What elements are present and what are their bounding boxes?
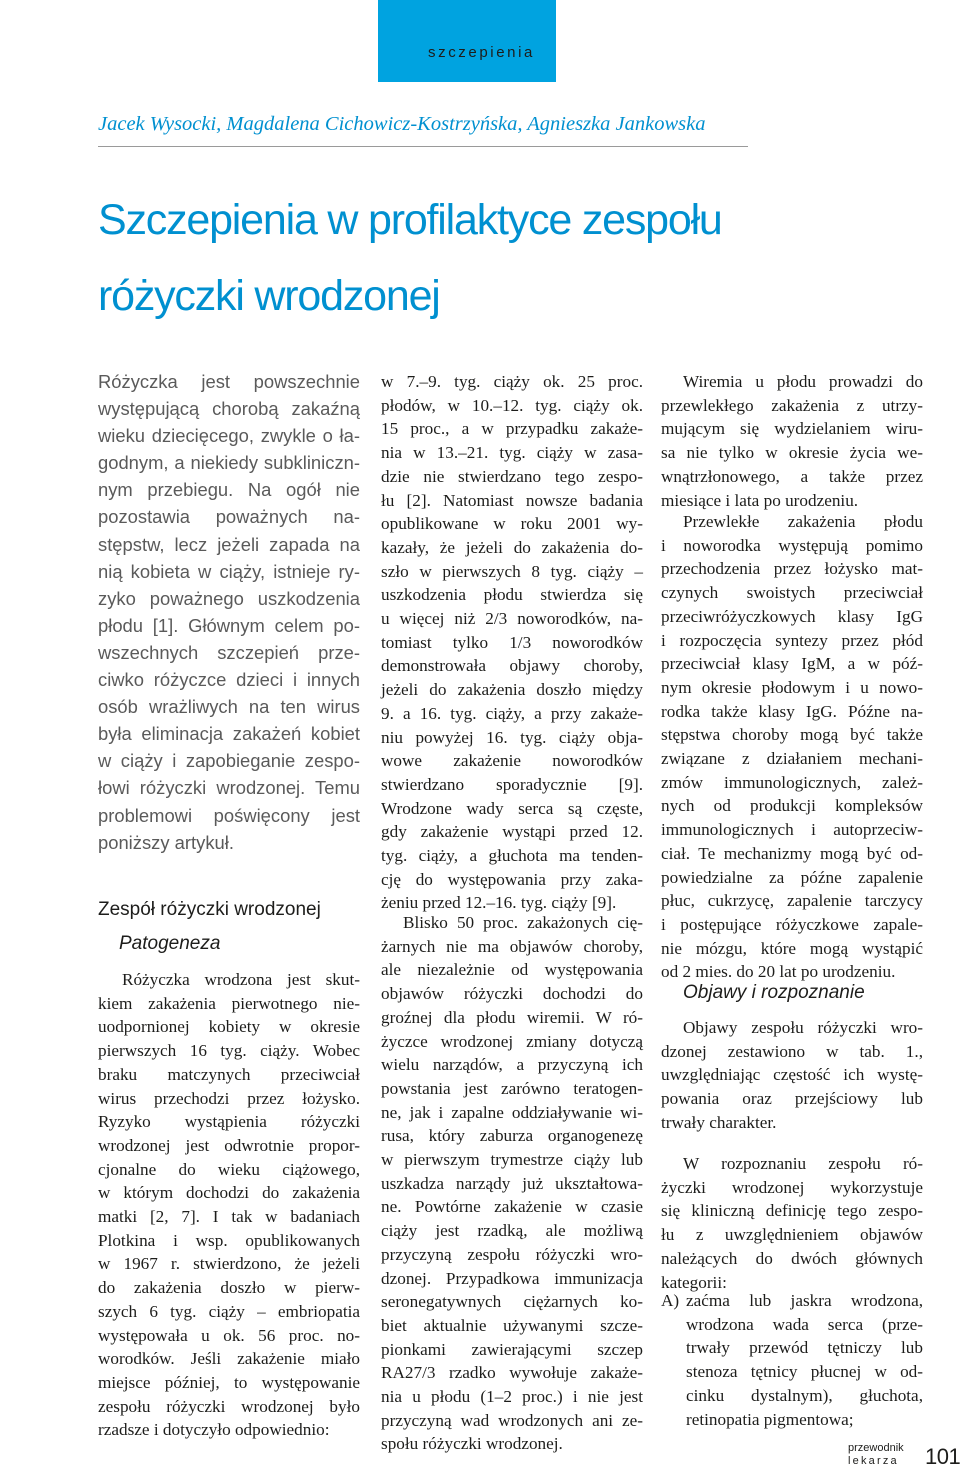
text-line: 9. a 16. tyg. ciąży, a przy zakaże-: [381, 703, 643, 723]
text-line: się kliniczną definicję tego zespo-: [661, 1201, 923, 1221]
text-line: zaćma lub jaskra wrodzona,: [686, 1291, 923, 1310]
text-line: wszechnych szczepień prze-: [98, 641, 360, 663]
text-line: wrodzona wada serca (prze-: [686, 1314, 923, 1334]
list-marker-label: A): [661, 1291, 680, 1310]
text-line: poniższy artykuł.: [98, 831, 234, 853]
text-line: w pierwszym trymestrze ciąży lub: [381, 1150, 643, 1170]
text-line: Wiremia u płodu prowadzi do: [683, 372, 923, 391]
text-line: tyg. ciąży, a głuchota ma tenden-: [381, 846, 643, 866]
column-3-paragraph-4: [661, 1152, 923, 1294]
text-line: nia u płodu (1–2 proc.) i nie jest: [381, 1387, 643, 1407]
text-line: Różyczka wrodzona jest skut-: [122, 970, 360, 989]
magazine-name: [848, 1442, 904, 1468]
text-line: cinku dystalnym), głuchota,: [686, 1385, 923, 1405]
text-line: przeciwróżyczkowych klasy IgG: [661, 606, 923, 626]
text-line: wieku dziecięcego, zwykle o ła-: [98, 425, 360, 447]
text-line: wowe zakażenie noworodków: [381, 751, 643, 771]
text-line: godnym, a niekiedy subkliniczn-: [98, 452, 360, 474]
list-item-a: [686, 1289, 923, 1431]
text-line: społu różyczki wrodzonej.: [381, 1434, 563, 1454]
text-line: rzadsze i dotyczyło odpowiednio:: [98, 1420, 330, 1440]
text-line: zespołu różyczki wrodzonej było: [98, 1396, 360, 1416]
text-line: ciwko różyczce dzieci i innych: [98, 669, 360, 691]
section-label: szczepienia: [428, 44, 535, 61]
text-line: Wrodzone wady serca są częste,: [381, 798, 643, 818]
text-line: ne, jak i zapalne oddziaływanie wi-: [381, 1102, 643, 1122]
text-line: życzce wrodzonej zmiany dotyczą: [381, 1031, 643, 1051]
text-line: miejsce później, to występowanie: [98, 1372, 360, 1392]
text-line: żeniu przed 12.–16. tyg. ciąży [9].: [381, 893, 617, 913]
text-line: mującym się wydzielaniem wiru-: [661, 419, 923, 439]
text-line: nie mózgu, które mogą wystąpić: [661, 938, 923, 958]
text-line: i noworodka występują pomimo: [661, 535, 923, 555]
magazine-name-line-1: przewodnik: [848, 1442, 904, 1454]
header-divider: [98, 146, 748, 147]
text-line: trwały charakter.: [661, 1112, 777, 1132]
text-line: osób wrażliwych na ten wirus: [98, 696, 360, 718]
text-line: uszkadza narządy już ukształtowa-: [381, 1173, 643, 1193]
text-line: przyczyną wad wrodzonych ani ze-: [381, 1410, 643, 1430]
text-line: uszkodzenia płodu stwierdza się: [381, 585, 643, 605]
text-line: opublikowane w roku 2001 wy-: [381, 514, 643, 534]
text-line: ale niezależnie od występowania: [381, 960, 643, 980]
text-line: w 1967 r. stwierdzono, że jeżeli: [98, 1254, 360, 1274]
text-line: zmów immunologicznych, zależ-: [661, 772, 923, 792]
text-line: czynych swoistych przeciwciał: [661, 583, 923, 603]
text-line: u więcej niż 2/3 noworodków, na-: [381, 609, 643, 629]
text-line: szło w pierwszych 8 tyg. ciąży –: [381, 561, 643, 581]
text-line: stępstwa choroby mogą być także: [661, 725, 923, 745]
text-line: przeciwciał klasy IgM, a w póź-: [661, 654, 923, 674]
text-line: nym przebiegu. Na ogół nie: [98, 479, 360, 501]
text-line: od 2 mies. do 20 lat po urodzeniu.: [661, 962, 896, 982]
text-line: Przewlekłe zakażenia płodu: [683, 512, 923, 531]
text-line: 15 proc., a w przypadku zakaże-: [381, 419, 643, 439]
text-line: wirus przechodzi przez łożysko.: [98, 1088, 360, 1108]
text-line: Blisko 50 proc. zakażonych cię-: [403, 913, 643, 932]
text-line: ciąży jest rzadką, ale możliwą: [381, 1221, 643, 1241]
article-lead: [98, 368, 360, 856]
text-line: dzie nie stwierdzano tego zespo-: [381, 466, 643, 486]
text-line: zyko poważnego uszkodzenia: [98, 587, 360, 609]
subheading-pathogenesis: Patogeneza: [119, 933, 221, 954]
text-line: immunologicznych i autoprzeciw-: [661, 820, 923, 840]
text-line: tomiast tylko 1/3 noworodków: [381, 632, 643, 652]
text-line: w 7.–9. tyg. ciąży ok. 25 proc.: [381, 372, 643, 391]
text-line: kategorii:: [661, 1272, 727, 1292]
text-line: ne. Powtórne zakażenie w czasie: [381, 1197, 643, 1217]
text-line: pierwszych 16 tyg. ciąży. Wobec: [98, 1041, 360, 1061]
text-line: do zakażenia doszło w pierw-: [98, 1278, 360, 1298]
text-line: nym okresie płodowym i u nowo-: [661, 677, 923, 697]
text-line: wrodzonej jest odwrotnie propor-: [98, 1135, 360, 1155]
text-line: uwzględniając częstość ich wystę-: [661, 1065, 923, 1085]
text-line: Objawy zespołu różyczki wro-: [683, 1018, 923, 1037]
subheading-symptoms: Objawy i rozpoznanie: [683, 982, 865, 1003]
text-line: pionkami zawierającymi szczep: [381, 1339, 643, 1359]
text-line: dzonej. Przypadkowa immunizacja: [381, 1268, 643, 1288]
text-line: Różyczka jest powszechnie: [98, 371, 360, 392]
text-line: groźnej dla płodu wiremii. W ró-: [381, 1007, 643, 1027]
text-line: przewlekłego zakażenia z utrzy-: [661, 395, 923, 415]
text-line: w którym dochodzi do zakażenia: [98, 1183, 360, 1203]
text-line: przyczyną zespołu różyczki wro-: [381, 1244, 643, 1264]
text-line: nią kobieta w ciąży, istnieje ry-: [98, 560, 360, 582]
column-3-paragraph-3: [661, 1016, 923, 1135]
text-line: powania oraz przejściowy lub: [661, 1089, 923, 1109]
text-line: kiem zakażenia pierwotnego nie-: [98, 993, 360, 1013]
text-line: trwały przewód tętniczy lub: [686, 1338, 923, 1358]
text-line: płodu [1]. Głównym celem po-: [98, 614, 360, 636]
column-2-paragraph-1: [381, 370, 643, 915]
text-line: powiedzialne za późne zapalenie: [661, 867, 923, 887]
text-line: seronegatywnych ciężarnych ko-: [381, 1292, 643, 1312]
text-line: występującą chorobą zakaźną: [98, 398, 360, 420]
text-line: objawów różyczki dochodzi do: [381, 984, 643, 1004]
text-line: sa nie tylko w okresie życia we-: [661, 443, 923, 463]
text-line: żarnych nie ma objawów choroby,: [381, 936, 643, 956]
text-line: problemowi poświęcony jest: [98, 804, 360, 826]
text-line: płodów, w 10.–12. tyg. ciąży ok.: [381, 395, 643, 415]
text-line: należących do dwóch głównych: [661, 1248, 923, 1268]
text-line: łowi różyczki wrodzonej. Temu: [98, 777, 360, 799]
text-line: nych od produkcji kompleksów: [661, 796, 923, 816]
text-line: i postępujące różyczkowe zapale-: [661, 914, 923, 934]
text-line: niu powyżej 16. tyg. ciąży obja-: [381, 727, 643, 747]
text-line: rodka także klasy IgG. Późne na-: [661, 701, 923, 721]
text-line: wielu narządów, a przyczyną ich: [381, 1055, 643, 1075]
text-line: rusa, który zaburza organogenezę: [381, 1126, 643, 1146]
text-line: RA27/3 rzadko wywołuje zakaże-: [381, 1363, 643, 1383]
article-title: [98, 182, 722, 334]
text-line: powstania jest zarówno teratogen-: [381, 1078, 643, 1098]
text-line: miesiące i lata po urodzeniu.: [661, 490, 859, 510]
article-authors: Jacek Wysocki, Magdalena Cichowicz-Kostrzyńska, Agnieszka Jankowska: [98, 113, 706, 135]
text-line: łu z uwzględnieniem objawów: [661, 1225, 923, 1245]
text-line: W rozpoznaniu zespołu ró-: [683, 1154, 923, 1173]
text-line: łu [2]. Natomiast nowsze badania: [381, 490, 643, 510]
text-line: stępstw, lecz jeżeli zapada na: [98, 533, 360, 555]
text-line: braku matczynych przeciwciał: [98, 1064, 360, 1084]
title-line: Szczepienia w profilaktyce zespołu: [98, 196, 722, 244]
text-line: przechodzenia przez łożysko mat-: [661, 559, 923, 579]
text-line: w ciąży i zapobieganie zespo-: [98, 750, 360, 772]
text-line: biet aktualnie używanymi szcze-: [381, 1315, 643, 1335]
text-line: demonstrowała objawy choroby,: [381, 656, 643, 676]
text-line: cjonalne do wieku ciążowego,: [98, 1159, 360, 1179]
page-number: 101: [925, 1444, 960, 1469]
column-3-paragraph-1: [661, 370, 923, 512]
text-line: wnątrzłonowego, a także przez: [661, 466, 923, 486]
text-line: retinopatia pigmentowa;: [686, 1409, 854, 1429]
section-tab: [378, 0, 556, 82]
text-line: gdy zakażenie wystąpi przed 12.: [381, 822, 643, 842]
magazine-name-line-2: lekarza: [848, 1455, 899, 1467]
text-line: płuc, cukrzycę, zapalenie tarczycy: [661, 891, 923, 911]
text-line: worodków. Jeśli zakażenie miało: [98, 1349, 360, 1369]
text-line: cję do występowania przy zaka-: [381, 869, 643, 889]
text-line: dzonej zestawiono w tab. 1.,: [661, 1041, 923, 1061]
text-line: była eliminacja zakażeń kobiet: [98, 723, 360, 745]
column-3-paragraph-2: [661, 510, 923, 984]
text-line: Ryzyko wystąpienia różyczki: [98, 1112, 360, 1132]
text-line: stwierdzano sporadycznie [9].: [381, 774, 643, 794]
title-line: różyczki wrodzonej: [98, 272, 440, 320]
text-line: związane z działaniem mechani-: [661, 749, 923, 769]
text-line: uodpornionej kobiety w okresie: [98, 1017, 360, 1037]
text-line: i rozpoczęcia syntezy przez płód: [661, 630, 923, 650]
text-line: jeżeli do zakażenia doszło między: [381, 680, 643, 700]
text-line: życzki wrodzonej wykorzystuje: [661, 1177, 923, 1197]
text-line: szych 6 tyg. ciąży – embriopatia: [98, 1301, 360, 1321]
text-line: pozostawia poważnych na-: [98, 506, 360, 528]
text-line: ciał. Te mechanizmy mogą być od-: [661, 843, 923, 863]
text-line: stenoza tętnicy płucnej w od-: [686, 1362, 923, 1382]
column-2-paragraph-2: [381, 911, 643, 1456]
column-1-paragraph: [98, 968, 360, 1442]
section-heading: Zespół różyczki wrodzonej: [98, 899, 321, 920]
text-line: występowała u ok. 56 proc. no-: [98, 1325, 360, 1345]
text-line: kazały, że jeżeli do zakażenia do-: [381, 537, 643, 557]
text-line: Plotkina i wsp. opublikowanych: [98, 1230, 360, 1250]
text-line: matki [2, 7]. I tak w badaniach: [98, 1207, 360, 1227]
text-line: nia w 13.–21. tyg. ciąży w zasa-: [381, 443, 643, 463]
